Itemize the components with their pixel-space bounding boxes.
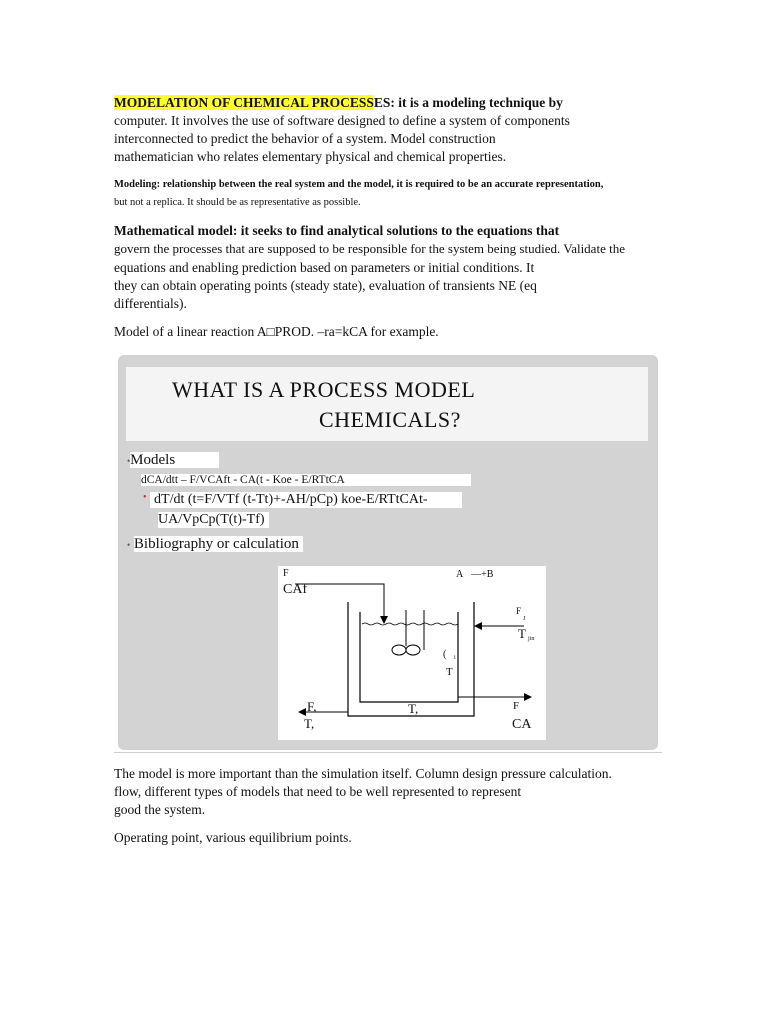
label-paren: (: [443, 649, 447, 660]
liquid-level: [362, 623, 458, 625]
impeller-right: [406, 645, 420, 655]
slide-bullet-bibliography: [127, 536, 303, 553]
label-out-f: F,: [307, 699, 317, 714]
jacket-inlet-arrowhead: [474, 622, 482, 630]
para4: Model of a linear reaction A□PROD. –ra=kCA for example.: [114, 324, 439, 339]
reactor-diagram: [278, 566, 546, 740]
divider: [114, 752, 662, 753]
eq2-line-2: UA/VpCp(T(t)-Tf): [158, 512, 269, 528]
para6: Operating point, various equilibrium points.: [114, 830, 352, 845]
red-bullet-icon: •: [143, 492, 147, 503]
label-jacket-t: T,: [408, 701, 419, 716]
para3-line-3: they can obtain operating points (steady state), evaluation of transients NE (eq: [114, 278, 537, 293]
label-out-right-ca: CA: [512, 717, 532, 732]
para2-line-2: but not a replica. It should be as representative as possible.: [114, 197, 361, 208]
bullet-models-label: Models: [130, 452, 219, 468]
para1-line-3: mathematician who relates elementary physical and chemical properties.: [114, 149, 507, 164]
slide-eq-2b: [158, 512, 269, 528]
highlighted-heading: MODELATION OF CHEMICAL PROCESS: [114, 95, 374, 110]
label-caf: CAf: [283, 582, 308, 597]
bullet-dot-icon: •: [127, 456, 131, 466]
para1-line-2: interconnected to predict the behavior of a system. Model construction: [114, 131, 496, 146]
label-out-t: T,: [304, 716, 315, 731]
label-inner-t: T: [446, 666, 453, 678]
para3-line-1: govern the processes that are supposed to be responsible for the system being studied. Validate the: [114, 241, 625, 256]
eq2-line-1: dT/dt (t=F/VTf (t-Tt)+-AH/pCp) koe-E/RTtCAt-: [150, 492, 462, 508]
para1-line-1: computer. It involves the use of software designed to define a system of components: [114, 113, 570, 128]
para5-line-1: The model is more important than the simulation itself. Column design pressure calculation.: [114, 766, 612, 781]
slide-eq-1: [141, 474, 471, 486]
label-paren-sub: i: [454, 655, 456, 661]
label-reaction: [456, 569, 493, 580]
feed-line: [295, 584, 384, 620]
para3-line-4: differentials).: [114, 296, 187, 311]
para5-line-3: good the system.: [114, 802, 206, 817]
para3-line-2: equations and enabling prediction based on parameters or initial conditions. It: [114, 260, 535, 275]
para5-line-2: flow, different types of models that need to be well represented to represent: [114, 784, 522, 799]
label-out-right-f: F: [513, 700, 520, 712]
bullet-bibliography-label: Bibliography or calculation: [134, 536, 303, 552]
product-outlet-arrowhead: [524, 693, 532, 701]
reaction-b: —+B: [471, 569, 494, 580]
impeller-left: [392, 645, 406, 655]
slide-title-line-1: WHAT IS A PROCESS MODEL: [172, 377, 476, 402]
slide-title-box: [126, 367, 648, 441]
slide-title-line-2: CHEMICALS?: [319, 407, 461, 432]
label-fj: F: [516, 606, 522, 616]
label-tj: T: [518, 626, 526, 641]
label-fj-sub: J: [523, 616, 526, 622]
slide-eq-2: [143, 492, 462, 508]
bullet-dot-icon: •: [127, 540, 131, 550]
slide-image: [118, 355, 658, 750]
para2-line-1: Modeling: relationship between the real system and the model, it is required to be an accurate representation,: [114, 179, 604, 190]
section-heading: [114, 94, 563, 112]
label-tj-sub: jin: [528, 636, 535, 642]
jacket-outlet-arrowhead: [298, 708, 306, 716]
reaction-a: A: [456, 569, 463, 580]
label-f-in: F: [283, 568, 289, 579]
slide-bullet-models: [127, 452, 219, 469]
heading-rest: ES: it is a modeling technique by: [373, 95, 563, 110]
eq1-text: dCA/dtt – F/VCAft - CA(t - Koe - E/RTtCA: [141, 474, 471, 486]
para3-heading: Mathematical model: it seeks to find analytical solutions to the equations that: [114, 223, 560, 238]
feed-arrowhead: [380, 616, 388, 624]
